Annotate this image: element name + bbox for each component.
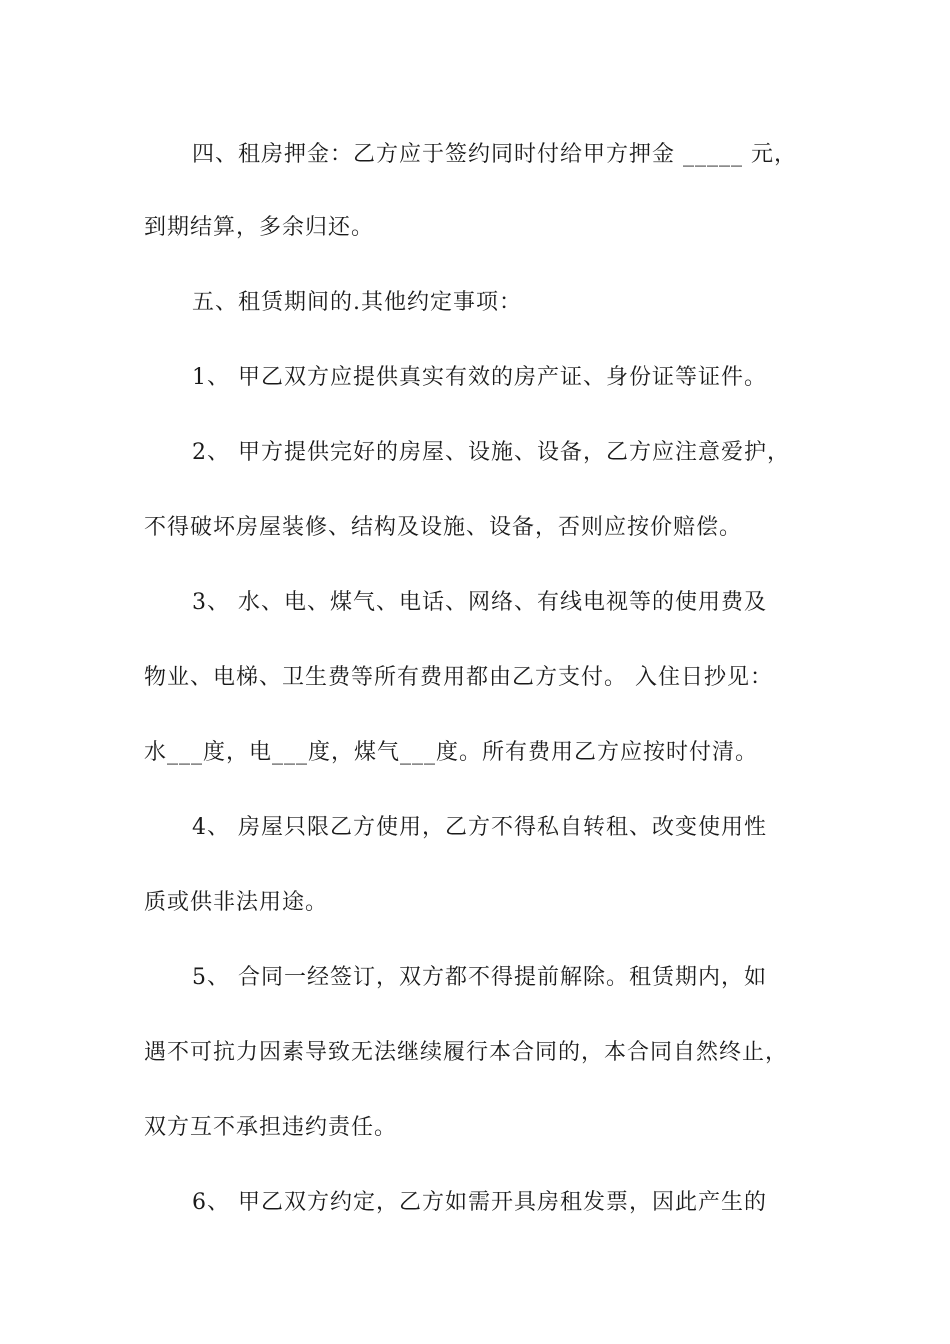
- clause-4-deposit-line-2: 到期结算，多余归还。: [144, 215, 375, 240]
- item-2-line-1: 2、 甲方提供完好的房屋、设施、设备，乙方应注意爱护，: [192, 440, 790, 465]
- item-6-line-1: 6、 甲乙双方约定，乙方如需开具房租发票，因此产生的: [192, 1190, 767, 1215]
- item-3-line-3: 水___度，电___度，煤气___度。所有费用乙方应按时付清。: [144, 740, 759, 765]
- item-4-line-2: 质或供非法用途。: [144, 890, 329, 915]
- clause-5-heading: 五、租赁期间的.其他约定事项：: [192, 290, 522, 315]
- item-3-line-2: 物业、电梯、卫生费等所有费用都由乙方支付。 入住日抄见：: [144, 665, 773, 690]
- item-5-line-3: 双方互不承担违约责任。: [144, 1115, 398, 1140]
- item-5-line-2: 遇不可抗力因素导致无法继续履行本合同的，本合同自然终止，: [144, 1040, 789, 1065]
- item-1-line-1: 1、 甲乙双方应提供真实有效的房产证、身份证等证件。: [192, 365, 767, 390]
- item-3-line-1: 3、 水、电、煤气、电话、网络、有线电视等的使用费及: [192, 590, 767, 615]
- clause-4-deposit-line-1: 四、租房押金：乙方应于签约同时付给甲方押金 _____ 元，: [192, 142, 797, 167]
- item-5-line-1: 5、 合同一经签订，双方都不得提前解除。租赁期内，如: [192, 965, 767, 990]
- item-2-line-2: 不得破坏房屋装修、结构及设施、设备，否则应按价赔偿。: [144, 515, 743, 540]
- item-4-line-1: 4、 房屋只限乙方使用，乙方不得私自转租、改变使用性: [192, 815, 767, 840]
